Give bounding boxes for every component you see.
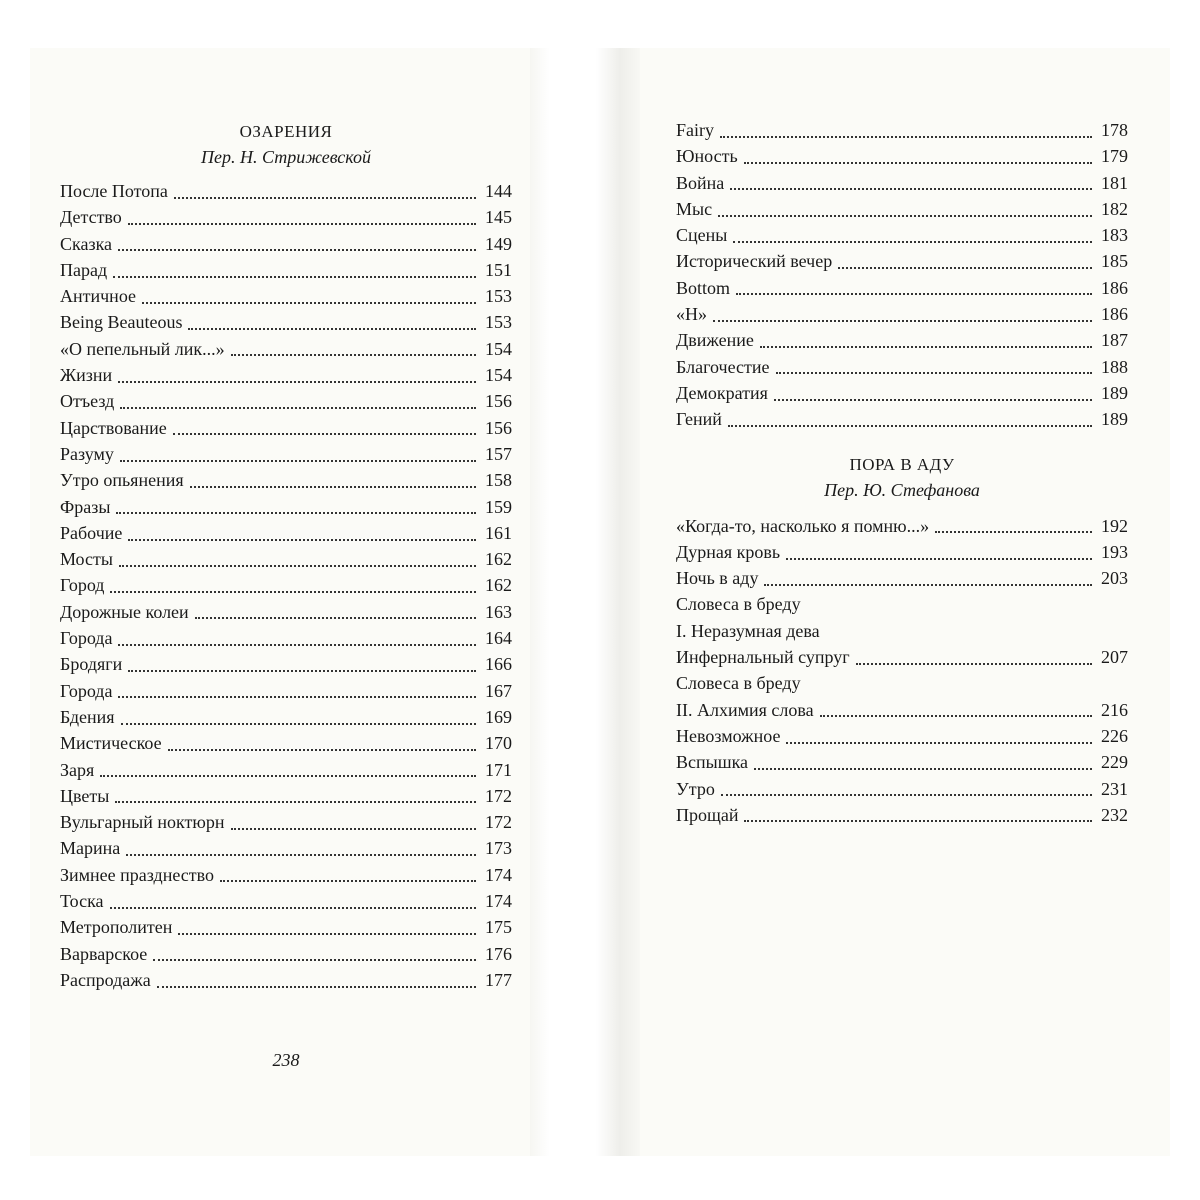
dot-leader	[115, 800, 476, 803]
toc-entry	[676, 802, 1128, 828]
toc-entry	[60, 231, 512, 257]
toc-entry	[60, 704, 512, 730]
dot-leader	[728, 424, 1092, 427]
toc-entry	[676, 354, 1128, 380]
toc-entry-title: Bottom	[676, 277, 731, 298]
section-title: ПОРА В АДУ	[849, 454, 955, 474]
toc-entry-title: Дурная кровь	[676, 541, 781, 562]
dot-leader	[110, 590, 476, 593]
dot-leader	[118, 643, 476, 646]
toc-entry-title: Вспышка	[676, 752, 749, 773]
toc-entry-title: Отъезд	[60, 391, 115, 412]
toc-entry	[60, 757, 512, 783]
left-page	[60, 48, 512, 1156]
toc-entry-title: Город	[60, 575, 105, 596]
toc-entry	[60, 362, 512, 388]
dot-leader	[760, 345, 1092, 348]
toc-entry	[60, 204, 512, 230]
toc-entry-title: Демократия	[676, 382, 768, 403]
toc-entry-page: 193	[1101, 541, 1128, 562]
toc-entry-page: 187	[1101, 330, 1128, 351]
toc-entry	[60, 625, 512, 651]
toc-entry-page: 176	[485, 943, 512, 964]
dot-leader	[118, 695, 476, 698]
toc-entry-page: 226	[1101, 725, 1128, 746]
toc-entry-title: Словеса в бреду	[676, 673, 801, 694]
toc-entry-title: Разуму	[60, 443, 114, 464]
toc-entry-page: 181	[1101, 172, 1128, 193]
toc-list-right-bottom	[676, 513, 1128, 829]
toc-entry-page: 156	[485, 391, 512, 412]
dot-leader	[774, 398, 1092, 401]
dot-leader	[231, 827, 477, 830]
toc-entry	[676, 248, 1128, 274]
toc-entry	[60, 730, 512, 756]
toc-entry-page: 166	[485, 654, 512, 675]
toc-list-right-top	[676, 117, 1128, 433]
toc-entry	[676, 117, 1128, 143]
toc-entry-page: 175	[485, 917, 512, 938]
toc-entry	[676, 327, 1128, 353]
toc-entry-title: Дорожные колеи	[60, 601, 189, 622]
toc-entry	[676, 776, 1128, 802]
toc-entry	[676, 170, 1128, 196]
section-heading-illuminations	[60, 120, 512, 170]
dot-leader	[178, 932, 476, 935]
toc-entry-title: Исторический вечер	[676, 251, 833, 272]
toc-entry-title: II. Алхимия слова	[676, 699, 814, 720]
section-translator: Пер. Н. Стрижевской	[200, 147, 372, 167]
dot-leader	[720, 135, 1092, 138]
toc-entry-title: «H»	[676, 304, 707, 325]
right-page	[676, 48, 1128, 1156]
toc-entry	[676, 565, 1128, 591]
toc-entry-page: 179	[1101, 146, 1128, 167]
dot-leader	[121, 722, 476, 725]
toc-entry-page: 216	[1101, 699, 1128, 720]
dot-leader	[733, 240, 1092, 243]
toc-entry-page: 229	[1101, 752, 1128, 773]
dot-leader	[119, 564, 476, 567]
toc-entry-page: 172	[485, 812, 512, 833]
toc-entry	[60, 572, 512, 598]
toc-entry-page: 231	[1101, 778, 1128, 799]
toc-entry	[60, 651, 512, 677]
toc-entry-page: 157	[485, 443, 512, 464]
toc-entry-title: Фразы	[60, 496, 111, 517]
toc-entry	[676, 513, 1128, 539]
toc-entry	[60, 520, 512, 546]
toc-entry-page: 232	[1101, 804, 1128, 825]
toc-entry-title: Ночь в аду	[676, 568, 759, 589]
toc-entry	[60, 914, 512, 940]
toc-entry	[60, 415, 512, 441]
toc-entry-title: Благочестие	[676, 356, 770, 377]
toc-entry-title: Сцены	[676, 225, 728, 246]
toc-entry	[60, 941, 512, 967]
dot-leader	[744, 161, 1092, 164]
toc-entry	[676, 749, 1128, 775]
dot-leader	[856, 662, 1092, 665]
toc-entry	[676, 406, 1128, 432]
dot-leader	[118, 248, 476, 251]
section-heading-season-in-hell	[676, 453, 1128, 503]
dot-leader	[776, 371, 1092, 374]
page-number: 238	[272, 1050, 300, 1070]
toc-entry	[676, 196, 1128, 222]
toc-entry-page: 161	[485, 522, 512, 543]
dot-leader	[120, 406, 476, 409]
toc-entry-page: 182	[1101, 198, 1128, 219]
toc-entry-title: Движение	[676, 330, 754, 351]
dot-leader	[786, 557, 1092, 560]
dot-leader	[231, 353, 476, 356]
toc-entry	[676, 222, 1128, 248]
toc-entry-title: Города	[60, 628, 113, 649]
toc-entry-page: 163	[485, 601, 512, 622]
toc-entry-title: Заря	[60, 759, 95, 780]
dot-leader	[838, 266, 1092, 269]
toc-entry-page: 162	[485, 549, 512, 570]
toc-entry	[676, 670, 1128, 696]
toc-entry-title: Парад	[60, 259, 108, 280]
toc-entry-title: Города	[60, 680, 113, 701]
toc-entry-title: Античное	[60, 286, 137, 307]
toc-entry	[676, 697, 1128, 723]
toc-entry-page: 144	[485, 181, 512, 201]
toc-entry-title: Мистическое	[60, 733, 162, 754]
toc-entry-page: 207	[1101, 647, 1128, 668]
dot-leader	[168, 748, 476, 751]
toc-entry	[676, 380, 1128, 406]
dot-leader	[744, 819, 1092, 822]
dot-leader	[128, 538, 476, 541]
toc-entry	[60, 309, 512, 335]
toc-entry	[60, 178, 512, 204]
toc-entry-page: 186	[1101, 277, 1128, 298]
toc-entry	[676, 618, 1128, 644]
toc-entry-title: Детство	[60, 207, 122, 228]
dot-leader	[195, 616, 476, 619]
dot-leader	[935, 530, 1092, 533]
toc-entry-title: Прощай	[676, 804, 739, 825]
toc-entry-page: 172	[485, 785, 512, 806]
toc-entry-title: Fairy	[676, 120, 714, 140]
dot-leader	[153, 958, 476, 961]
toc-entry-title: Мыс	[676, 198, 713, 219]
toc-entry	[60, 599, 512, 625]
toc-entry-page: 156	[485, 417, 512, 438]
toc-entry-page: 158	[485, 470, 512, 491]
toc-entry	[60, 283, 512, 309]
toc-entry-title: Юность	[676, 146, 738, 167]
toc-entry-page: 189	[1101, 409, 1128, 430]
toc-entry	[60, 467, 512, 493]
toc-entry-title: Тоска	[60, 891, 104, 912]
toc-entry-page: 185	[1101, 251, 1128, 272]
toc-entry-title: Цветы	[60, 785, 110, 806]
toc-entry-page: 145	[485, 207, 512, 228]
toc-entry	[676, 143, 1128, 169]
toc-entry	[60, 257, 512, 283]
dot-leader	[190, 485, 476, 488]
dot-leader	[113, 275, 476, 278]
toc-entry	[60, 441, 512, 467]
dot-leader	[820, 714, 1092, 717]
dot-leader	[730, 187, 1092, 190]
dot-leader	[220, 879, 476, 882]
toc-entry	[60, 783, 512, 809]
toc-entry-title: Being Beauteous	[60, 312, 183, 333]
dot-leader	[754, 767, 1092, 770]
toc-entry	[60, 678, 512, 704]
toc-entry-title: Царствование	[60, 417, 167, 438]
toc-entry-title: После Потопа	[60, 181, 168, 201]
toc-entry-title: Жизни	[60, 365, 113, 386]
dot-leader	[116, 511, 476, 514]
toc-entry-title: I. Неразумная дева	[676, 620, 820, 641]
toc-entry-title: Марина	[60, 838, 121, 859]
dot-leader	[142, 301, 476, 304]
toc-entry-page: 154	[485, 365, 512, 386]
toc-entry	[676, 644, 1128, 670]
dot-leader	[100, 774, 476, 777]
toc-entry-page: 149	[485, 233, 512, 254]
dot-leader	[126, 853, 476, 856]
toc-entry-page: 153	[485, 286, 512, 307]
toc-entry-page: 169	[485, 706, 512, 727]
toc-entry-title: Утро	[676, 778, 715, 799]
dot-leader	[188, 327, 476, 330]
toc-entry-title: Зимнее празднество	[60, 864, 215, 885]
toc-entry	[676, 275, 1128, 301]
dot-leader	[713, 319, 1092, 322]
book-spread	[30, 48, 1170, 1156]
toc-entry-title: «Когда-то, насколько я помню...»	[676, 515, 930, 536]
toc-entry-title: «О пепельный лик...»	[60, 338, 225, 359]
dot-leader	[786, 741, 1092, 744]
toc-entry-page: 170	[485, 733, 512, 754]
toc-entry-title: Гений	[676, 409, 722, 430]
dot-leader	[764, 583, 1092, 586]
dot-leader	[174, 196, 476, 199]
toc-entry-page: 159	[485, 496, 512, 517]
toc-entry	[60, 888, 512, 914]
dot-leader	[718, 214, 1092, 217]
toc-entry-page: 192	[1101, 515, 1128, 536]
toc-entry-page: 177	[485, 969, 512, 990]
toc-entry-page: 174	[485, 864, 512, 885]
toc-entry-page: 186	[1101, 304, 1128, 325]
toc-entry	[60, 835, 512, 861]
toc-entry-page: 167	[485, 680, 512, 701]
dot-leader	[128, 669, 476, 672]
book-gutter	[530, 48, 640, 1156]
toc-entry-title: Метрополитен	[60, 917, 173, 938]
section-translator: Пер. Ю. Стефанова	[824, 479, 980, 500]
toc-entry-title: Словеса в бреду	[676, 594, 801, 615]
toc-entry	[60, 494, 512, 520]
toc-entry-title: Бдения	[60, 706, 115, 727]
toc-entry-page: 153	[485, 312, 512, 333]
dot-leader	[128, 222, 476, 225]
toc-entry-page: 154	[485, 338, 512, 359]
toc-entry-title: Сказка	[60, 233, 113, 254]
toc-entry	[60, 809, 512, 835]
dot-leader	[721, 793, 1092, 796]
toc-entry-title: Инфернальный супруг	[676, 647, 850, 668]
toc-entry-title: Рабочие	[60, 522, 123, 543]
toc-entry-page: 178	[1101, 120, 1128, 140]
toc-entry-page: 203	[1101, 568, 1128, 589]
toc-entry	[60, 388, 512, 414]
toc-entry	[676, 591, 1128, 617]
dot-leader	[173, 432, 476, 435]
toc-list-left	[60, 178, 512, 993]
toc-entry-title: Варварское	[60, 943, 148, 964]
toc-entry-page: 162	[485, 575, 512, 596]
toc-entry-page: 188	[1101, 356, 1128, 377]
dot-leader	[120, 459, 476, 462]
toc-entry-title: Утро опьянения	[60, 470, 184, 491]
section-title: ОЗАРЕНИЯ	[239, 122, 333, 141]
toc-entry-page: 151	[485, 259, 512, 280]
toc-entry-page: 171	[485, 759, 512, 780]
toc-entry	[60, 546, 512, 572]
toc-entry-page: 174	[485, 891, 512, 912]
toc-entry-page: 183	[1101, 225, 1128, 246]
toc-entry-page: 189	[1101, 382, 1128, 403]
toc-entry-title: Мосты	[60, 549, 113, 570]
toc-entry-title: Невозможное	[676, 725, 781, 746]
toc-entry	[60, 862, 512, 888]
toc-entry	[676, 539, 1128, 565]
toc-entry	[676, 301, 1128, 327]
toc-entry-page: 173	[485, 838, 512, 859]
toc-entry-title: Вульгарный ноктюрн	[60, 812, 225, 833]
dot-leader	[118, 380, 476, 383]
toc-entry-page: 164	[485, 628, 512, 649]
dot-leader	[110, 906, 476, 909]
toc-entry-title: Бродяги	[60, 654, 123, 675]
toc-entry	[60, 967, 512, 993]
toc-entry	[676, 723, 1128, 749]
dot-leader	[736, 292, 1092, 295]
toc-entry-title: Распродажа	[60, 969, 151, 990]
dot-leader	[157, 985, 476, 988]
toc-entry-title: Война	[676, 172, 725, 193]
toc-entry	[60, 336, 512, 362]
